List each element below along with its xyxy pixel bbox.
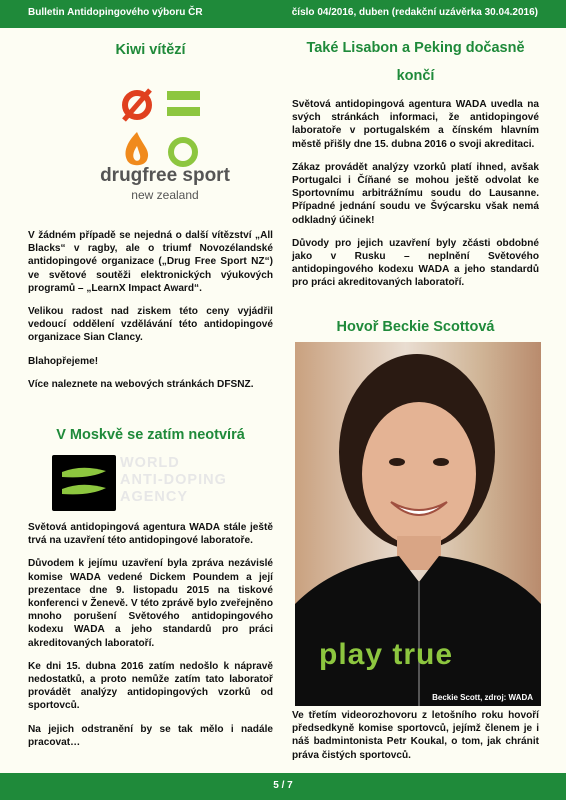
paragraph: Velikou radost nad ziskem této ceny vyjádřil vedoucí oddělení vzdělávání této antidopingové organizace Sian Clancy. bbox=[28, 306, 273, 344]
jacket-logo-text: play true bbox=[319, 638, 454, 671]
page-header bbox=[0, 0, 566, 28]
paragraph: Důvodem k jejímu uzavření byla zpráva nezávislé komise WADA vedené Dickem Poundem a její prezentace dne 9. listopadu 2015 na tiskové konferenci v Ženevě. V této zprávě bylo zveřejněno mnoho porušení Světového antidopingového kodexu WADA a jeho standardů pro práci akreditovaných laboratoří. bbox=[28, 558, 273, 649]
logo-sub-text: new zealand bbox=[131, 188, 199, 202]
paragraph: Ve třetím videorozhovoru z letošního roku hovoří předsedkyně komise sportovců, jejímž členem je i náš badmintonista Petr Koukal, o tom, jak chránit práva čistých sportovců. bbox=[292, 710, 539, 761]
page-footer bbox=[0, 773, 566, 800]
paragraph: Blahopřejeme! bbox=[28, 355, 99, 367]
wada-line: WORLD bbox=[120, 455, 180, 471]
paragraph: Důvody pro jejich uzavření byly zčásti obdobné jako v Rusku – neplnění Světového antidopingového kodexu WADA a jeho standardů pro práci akreditovaných laboratoří. bbox=[292, 237, 539, 289]
lisabon-body bbox=[292, 98, 539, 300]
beckie-scott-photo bbox=[295, 342, 541, 706]
article-kiwi bbox=[28, 36, 273, 64]
moskva-body bbox=[28, 521, 273, 759]
wada-wordmark bbox=[120, 455, 227, 506]
article-title: V Moskvě se zatím neotvírá bbox=[56, 427, 245, 443]
article-lisabon bbox=[292, 34, 539, 90]
wada-line: AGENCY bbox=[120, 489, 189, 505]
article-title bbox=[292, 34, 539, 90]
paragraph: Světová antidopingová agentura WADA stále ještě trvá na uzavření této antidopingové laboratoře. bbox=[28, 522, 273, 547]
article-title: Kiwi vítězí bbox=[115, 42, 186, 58]
photo-caption: Beckie Scott, zdroj: WADA bbox=[432, 693, 533, 702]
page-number: 5 / 7 bbox=[273, 780, 293, 791]
wada-logo bbox=[52, 455, 116, 511]
title-line-2: končí bbox=[396, 68, 435, 84]
bulletin-title: Bulletin Antidopingového výboru ČR bbox=[28, 7, 203, 18]
paragraph: V žádném případě se nejedná o další vítězství „All Blacks“ v ragby, ale o triumf Novozélandské antidopingové organizace („Drug Free Sport NZ“) ve světové soutěži elektronických výukových programů – „LearnX Impact Award“. bbox=[28, 230, 273, 294]
logo-brand-text: drugfree sport bbox=[100, 165, 230, 186]
article-moskva bbox=[28, 421, 273, 449]
paragraph: Více naleznete na webových stránkách DFSNZ. bbox=[28, 378, 254, 390]
paragraph: Zákaz provádět analýzy vzorků platí ihned, avšak Portugalci i Číňané se mohou ještě odvolat ke Sportovnímu arbitrážnímu soudu do Lausanne. Případné jednání soudu ve Švýcarsku však nemá odkladný účinek! bbox=[292, 161, 539, 226]
issue-info: číslo 04/2016, duben (redakční uzávěrka 30.04.2016) bbox=[291, 7, 538, 18]
beckie-body bbox=[292, 709, 539, 772]
kiwi-body bbox=[28, 229, 273, 401]
paragraph: Světová antidopingová agentura WADA uvedla na svých stránkách informaci, že antidopingové laboratoře v portugalském a čínském hlavním městě přišly dne 15. dubna 2016 o svoji akreditaci. bbox=[292, 99, 539, 150]
paragraph: Na jejich odstranění by se tak mělo i nadále pracovat… bbox=[28, 723, 273, 748]
article-beckie bbox=[292, 313, 539, 341]
article-title: Hovoř Beckie Scottová bbox=[336, 319, 495, 335]
paragraph: Ke dni 15. dubna 2016 zatím nedošlo k nápravě nedostatků, a proto nemůže zatím tato laboratoř provádět analýzy antidopingových vzorků od sportovců. bbox=[28, 660, 273, 712]
title-line-1: Také Lisabon a Peking dočasně bbox=[306, 40, 525, 56]
wada-equals-icon bbox=[52, 455, 116, 511]
wada-line: ANTI-DOPING bbox=[120, 472, 227, 488]
